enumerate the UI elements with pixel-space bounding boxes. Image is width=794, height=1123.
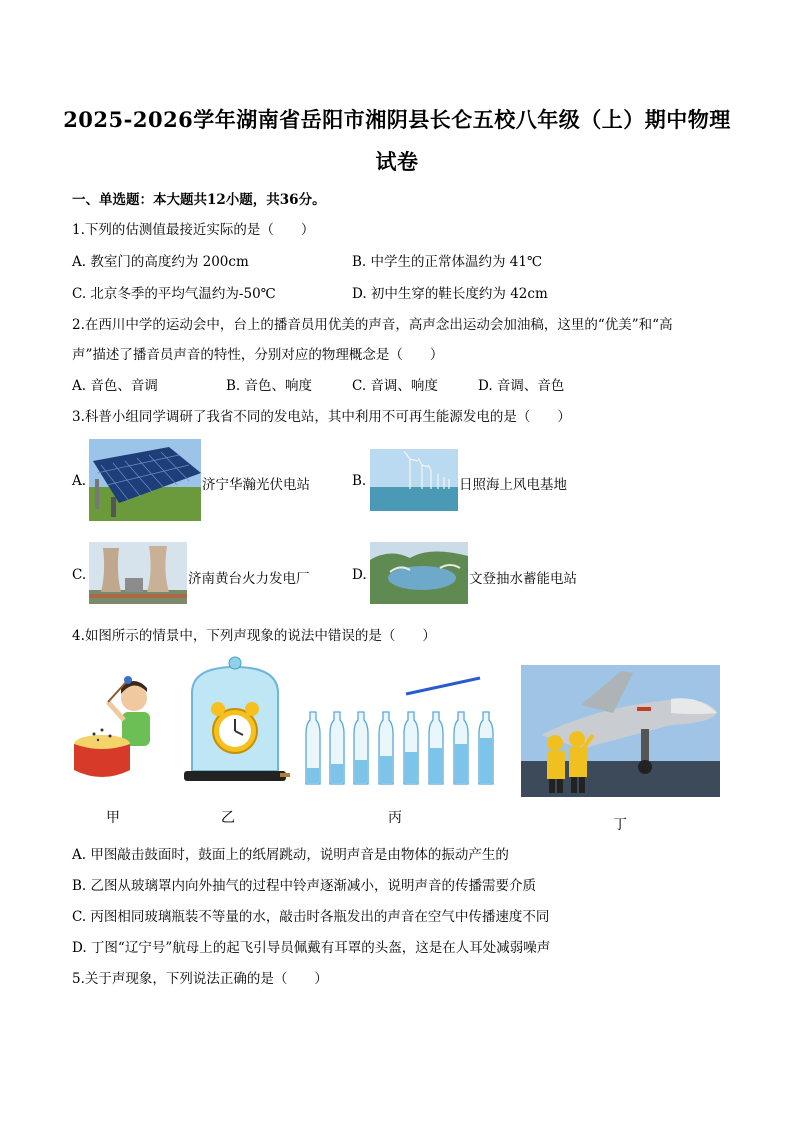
q3-option-d-text: 文登抽水蓄能电站 [469,571,577,587]
q1-stem: 1.下列的估测值最接近实际的是（ ） [72,222,315,238]
carrier-jet-photo [521,665,720,797]
figure-label-ding: 丁 [613,817,627,833]
exam-title-line1: 2025-2026学年湖南省岳阳市湘阴县长仑五校八年级（上）期中物理 [63,107,731,132]
q1-option-c: C. 北京冬季的平均气温约为-50℃ [72,286,276,302]
water-bottles-figure [302,676,502,788]
q1-option-d: D. 初中生穿的鞋长度约为 42cm [352,286,548,302]
q5-stem: 5.关于声现象，下列说法正确的是（ ） [72,971,328,987]
solar-panel-photo [89,439,201,521]
q2-option-a: A. 音色、音调 [72,378,158,394]
q4-stem: 4.如图所示的情景中，下列声现象的说法中错误的是（ ） [72,628,436,644]
q2-stem-line2: 声”描述了播音员声音的特性，分别对应的物理概念是（ ） [72,347,444,363]
figure-label-yi: 乙 [221,810,235,826]
q4-option-a: A. 甲图敲击鼓面时，鼓面上的纸屑跳动，说明声音是由物体的振动产生的 [72,847,509,863]
q4-option-b: B. 乙图从玻璃罩内向外抽气的过程中铃声逐渐减小，说明声音的传播需要介质 [72,878,537,894]
q3-option-b-letter: B. [352,473,367,489]
q3-stem: 3.科普小组同学调研了我省不同的发电站，其中利用不可再生能源发电的是（ ） [72,409,571,425]
q2-stem-line1: 2.在西川中学的运动会中，台上的播音员用优美的声音，高声念出运动会加油稿，这里的“优美”和“高 [72,317,673,333]
q3-option-c-letter: C. [72,567,87,583]
q4-option-d: D. 丁图“辽宁号”航母上的起飞引导员佩戴有耳罩的头盔，这是在人耳处减弱噪声 [72,940,551,956]
q4-option-c: C. 丙图相同玻璃瓶装不等量的水，敲击时各瓶发出的声音在空气中传播速度不同 [72,909,550,925]
exam-title-line2: 试卷 [375,149,419,174]
q1-option-b: B. 中学生的正常体温约为 41℃ [352,254,543,270]
q2-option-b: B. 音色、响度 [226,378,313,394]
bell-jar-figure [180,653,290,788]
figure-label-jia: 甲 [106,810,120,826]
drum-figure [72,674,164,790]
q3-option-c-text: 济南黄台火力发电厂 [188,571,310,587]
q3-option-d-letter: D. [352,567,367,583]
section-heading: 一、单选题：本大题共12小题，共36分。 [72,192,326,208]
pumped-storage-photo [370,542,468,604]
q2-option-c: C. 音调、响度 [352,378,438,394]
wind-farm-photo [370,449,458,511]
q3-option-a-letter: A. [72,473,87,489]
figure-label-bing: 丙 [388,810,402,826]
q3-option-a-text: 济宁华瀚光伏电站 [202,477,310,493]
power-plant-photo [89,542,187,604]
q2-option-d: D. 音调、音色 [478,378,565,394]
q1-option-a: A. 教室门的高度约为 200cm [72,254,249,270]
q3-option-b-text: 日照海上风电基地 [459,477,567,493]
